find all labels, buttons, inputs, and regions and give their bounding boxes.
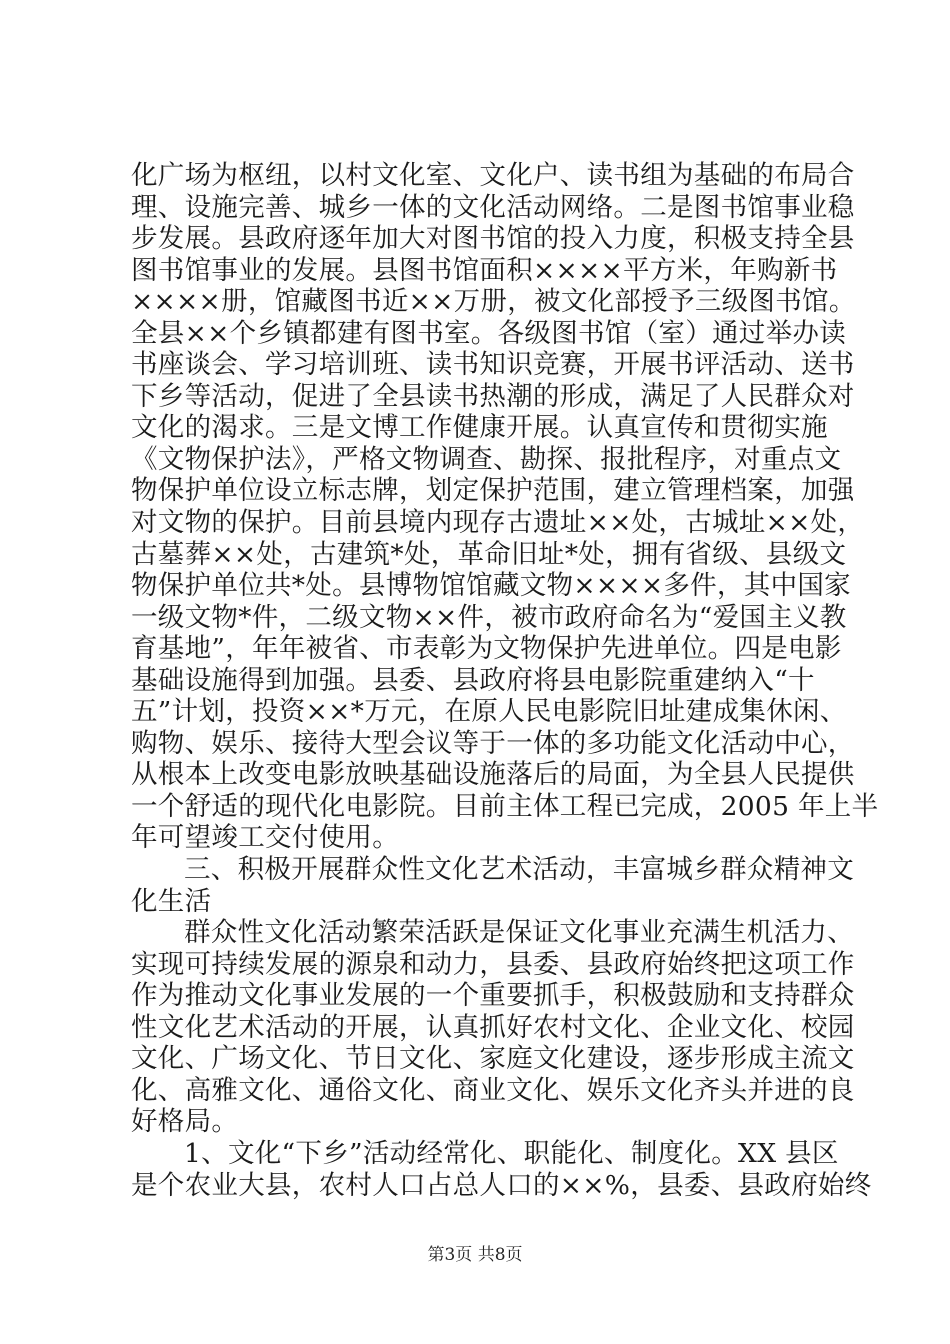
- text-line: 群众性文化活动繁荣活跃是保证文化事业充满生机活力、: [184, 917, 854, 949]
- text-line: 实现可持续发展的源泉和动力，县委、县政府始终把这项工作: [131, 948, 855, 980]
- text-line: 三、积极开展群众性文化艺术活动，丰富城乡群众精神文: [184, 854, 854, 886]
- text-line: ××××册，馆藏图书近××万册，被文化部授予三级图书馆。: [131, 286, 856, 318]
- text-line: 化、高雅文化、通俗文化、商业文化、娱乐文化齐头并进的良: [131, 1074, 855, 1106]
- text-line: 从根本上改变电影放映基础设施落后的局面，为全县人民提供: [131, 759, 855, 791]
- text-line: 是个农业大县，农村人口占总人口的××%，县委、县政府始终: [131, 1169, 872, 1201]
- text-line: 下乡等活动，促进了全县读书热潮的形成，满足了人民群众对: [131, 380, 855, 412]
- text-line: 基础设施得到加强。县委、县政府将县电影院重建纳入“十: [131, 664, 815, 696]
- text-line: 物保护单位共*处。县博物馆馆藏文物××××多件，其中国家: [131, 570, 851, 602]
- text-line: 物保护单位设立标志牌，划定保护范围，建立管理档案，加强: [131, 475, 855, 507]
- page-footer: 第3页 共8页: [427, 1245, 523, 1265]
- text-line: 五”计划，投资××*万元，在原人民电影院旧址建成集休闲、: [131, 696, 847, 728]
- text-line: 一级文物*件，二级文物××件，被市政府命名为“爱国主义教: [131, 601, 847, 633]
- text-line: 购物、娱乐、接待大型会议等于一体的多功能文化活动中心，: [131, 727, 855, 759]
- text-line: 化生活: [131, 885, 212, 917]
- text-line: 好格局。: [131, 1106, 239, 1138]
- text-line: 化广场为枢纽，以村文化室、文化户、读书组为基础的布局合: [131, 160, 855, 191]
- body-text: [131, 160, 879, 1201]
- text-line: 年可望竣工交付使用。: [131, 822, 399, 854]
- text-line: 书座谈会、学习培训班、读书知识竞赛，开展书评活动、送书: [131, 349, 855, 381]
- text-line: 文化、广场文化、节日文化、家庭文化建设，逐步形成主流文: [131, 1043, 855, 1075]
- text-line: 图书馆事业的发展。县图书馆面积××××平方米，年购新书: [131, 254, 838, 286]
- text-line: 作为推动文化事业发展的一个重要抓手，积极鼓励和支持群众: [131, 980, 855, 1012]
- text-line: 1、文化“下乡”活动经常化、职能化、制度化。XX 县区: [184, 1137, 839, 1169]
- text-line: 古墓葬××处，古建筑*处，革命旧址*处，拥有省级、县级文: [131, 538, 847, 570]
- text-line: 一个舒适的现代化电影院。目前主体工程已完成，2005 年上半: [131, 790, 879, 822]
- text-line: 全县××个乡镇都建有图书室。各级图书馆（室）通过举办读: [131, 317, 847, 349]
- text-line: 步发展。县政府逐年加大对图书馆的投入力度，积极支持全县: [131, 223, 855, 255]
- text-line: 《文物保护法》，严格文物调查、勘探、报批程序，对重点文: [131, 443, 842, 475]
- text-line: 性文化艺术活动的开展，认真抓好农村文化、企业文化、校园: [131, 1011, 855, 1043]
- text-line: 理、设施完善、城乡一体的文化活动网络。二是图书馆事业稳: [131, 191, 855, 223]
- text-line: 育基地”，年年被省、市表彰为文物保护先进单位。四是电影: [131, 633, 842, 665]
- text-line: 文化的渴求。三是文博工作健康开展。认真宣传和贯彻实施: [131, 412, 828, 444]
- text-line: 对文物的保护。目前县境内现存古遗址××处，古城址××处，: [131, 507, 865, 539]
